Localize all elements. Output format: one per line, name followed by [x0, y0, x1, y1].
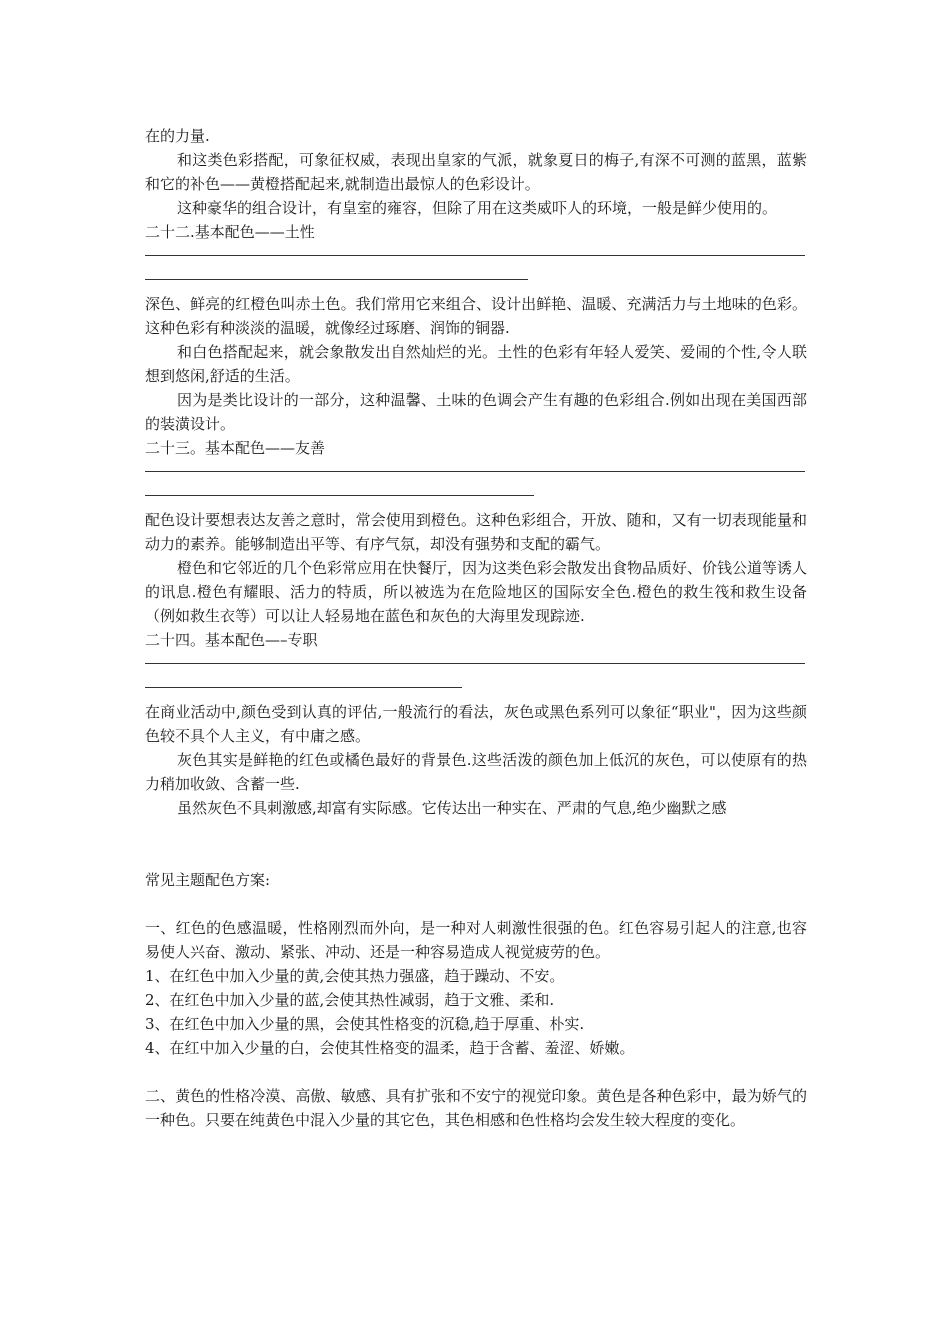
divider-line [145, 663, 805, 664]
paragraph: 在商业活动中,颜色受到认真的评估,一般流行的看法，灰色或黑色系列可以象征“职业"，因为这些颜色较不具个人主义，有中庸之感。 [145, 703, 807, 745]
blank-line [145, 892, 807, 916]
paragraph: 这种豪华的组合设计，有皇室的雍容，但除了用在这类威吓人的环境，一般是鲜少使用的。 [177, 199, 778, 217]
paragraph: 配色设计要想表达友善之意时，常会使用到橙色。这种色彩组合，开放、随和，又有一切表现能量和动力的素养。能够制造出平等、有序气氛，却没有强势和支配的霸气。 [145, 511, 807, 553]
paragraph: 在的力量. [145, 127, 210, 145]
paragraph: 3、在红色中加入少量的黑，会使其性格变的沉稳,趋于厚重、朴实. [145, 1015, 585, 1033]
section-heading: 二十四。基本配色—–专职 [145, 631, 318, 649]
paragraph: 4、在红中加入少量的白，会使其性格变的温柔，趋于含蓄、羞涩、娇嫩。 [145, 1039, 635, 1057]
divider-rule [145, 460, 807, 508]
document-page [145, 124, 807, 1132]
divider-line [145, 687, 462, 688]
paragraph: 和这类色彩搭配，可象征权威，表现出皇家的气派，就象夏日的梅子,有深不可测的蓝黑，蓝紫和它的补色——黄橙搭配起来,就制造出最惊人的色彩设计。 [145, 151, 807, 193]
divider-line [145, 495, 534, 496]
paragraph: 深色、鲜亮的红橙色叫赤土色。我们常用它来组合、设计出鲜艳、温暖、充满活力与土地味的色彩。这种色彩有种淡淡的温暖，就像经过琢磨、润饰的铜器. [145, 295, 807, 337]
paragraph: 灰色其实是鲜艳的红色或橘色最好的背景色.这些活泼的颜色加上低沉的灰色，可以使原有的热力稍加收敛、含蓄一些. [145, 751, 807, 793]
divider-line [145, 471, 805, 472]
paragraph: 2、在红色中加入少量的蓝,会使其热性减弱，趋于文雅、柔和. [145, 991, 555, 1009]
divider-line [145, 279, 528, 280]
section-heading: 二十二.基本配色——土性 [145, 223, 315, 241]
paragraph: 1、在红色中加入少量的黄,会使其热力强盛，趋于躁动、不安。 [145, 967, 565, 985]
paragraph: 橙色和它邻近的几个色彩常应用在快餐厅，因为这类色彩会散发出食物品质好、价钱公道等诱人的讯息.橙色有耀眼、活力的特质，所以被选为在危险地区的国际安全色.橙色的救生筏和救生设备（例如救生衣等）可以让人轻易地在蓝色和灰色的大海里发现踪迹. [145, 559, 808, 625]
divider-rule [145, 652, 807, 700]
section-heading: 二十三。基本配色——友善 [145, 439, 326, 457]
blank-line [145, 820, 807, 844]
blank-line [145, 844, 807, 868]
divider-rule [145, 244, 807, 292]
divider-line [145, 255, 805, 256]
paragraph: 因为是类比设计的一部分，这种温馨、土味的色调会产生有趣的色彩组合.例如出现在美国西部的装潢设计。 [145, 391, 807, 433]
paragraph: 二、黄色的性格冷漠、高傲、敏感、具有扩张和不安宁的视觉印象。黄色是各种色彩中，最为娇气的一种色。只要在纯黄色中混入少量的其它色，其色相感和色性格均会发生较大程度的变化。 [145, 1087, 807, 1129]
blank-line [145, 1060, 807, 1084]
paragraph: 一、红色的色感温暖，性格刚烈而外向，是一种对人刺激性很强的色。红色容易引起人的注意,也容易使人兴奋、激动、紧张、冲动、还是一种容易造成人视觉疲劳的色。 [145, 919, 807, 961]
paragraph: 常见主题配色方案: [145, 871, 271, 889]
paragraph: 和白色搭配起来，就会象散发出自然灿烂的光。土性的色彩有年轻人爱笑、爱闹的个性,令人联想到悠闲,舒适的生活。 [145, 343, 807, 385]
paragraph: 虽然灰色不具刺激感,却富有实际感。它传达出一种实在、严肃的气息,绝少幽默之感 [177, 799, 727, 817]
